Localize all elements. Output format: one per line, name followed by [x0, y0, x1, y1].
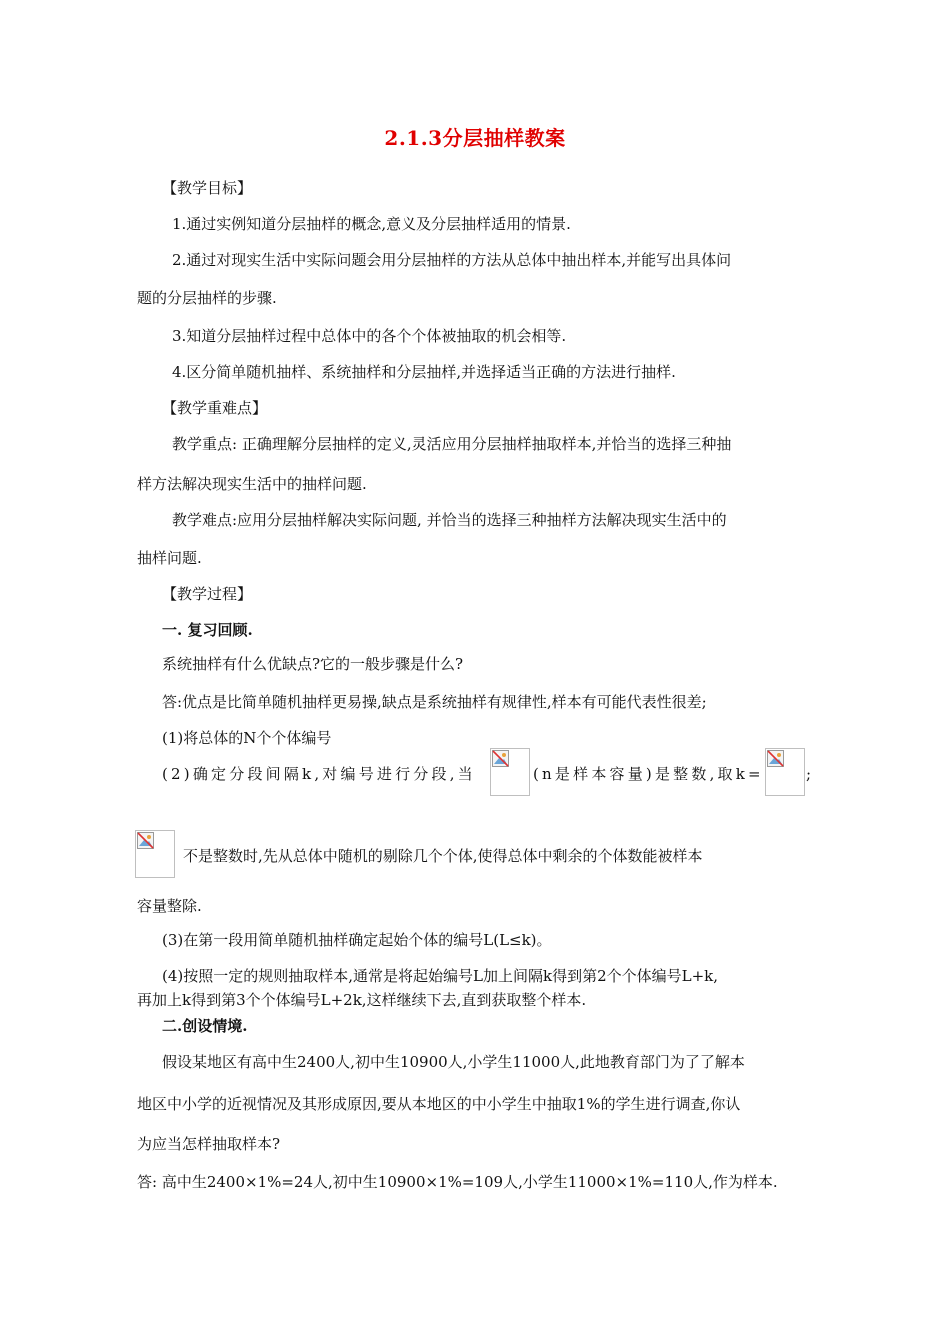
formula-image-placeholder	[490, 748, 530, 796]
broken-image-icon	[492, 750, 509, 767]
formula-image-placeholder	[135, 830, 175, 878]
goal-line-3: 3.知道分层抽样过程中总体中的各个个体被抽取的机会相等.	[172, 327, 567, 345]
key-point-1-cont: 样方法解决现实生活中的抽样问题.	[137, 475, 367, 493]
step-4-line-1: (4)按照一定的规则抽取样本,通常是将起始编号L加上间隔k得到第2个个体编号L+k,	[162, 967, 718, 985]
step-2-part-c: ;	[806, 765, 812, 783]
goal-line-2-cont: 题的分层抽样的步骤.	[137, 289, 277, 307]
key-header: 【教学重难点】	[162, 399, 268, 417]
goal-line-4: 4.区分简单随机抽样、系统抽样和分层抽样,并选择适当正确的方法进行抽样.	[172, 363, 676, 381]
step-2-part-d: 不是整数时,先从总体中随机的剔除几个个体,使得总体中剩余的个体数能被样本	[183, 847, 703, 865]
formula-image-placeholder	[765, 748, 805, 796]
key-point-1: 教学重点: 正确理解分层抽样的定义,灵活应用分层抽样抽取样本,并恰当的选择三种抽	[172, 435, 732, 453]
key-point-2-cont: 抽样问题.	[137, 549, 202, 567]
step-2-part-b: (n是样本容量)是整数,取k=	[533, 765, 764, 783]
part1-answer: 答:优点是比简单随机抽样更易操,缺点是系统抽样有规律性,样本有可能代表性很差;	[162, 693, 707, 711]
goals-header: 【教学目标】	[162, 179, 253, 197]
part1-title: 一. 复习回顾.	[162, 621, 253, 639]
step-1: (1)将总体的N个个体编号	[162, 729, 332, 747]
document-title: 2.1.3分层抽样教案	[384, 126, 566, 150]
part2-title: 二.创设情境.	[162, 1017, 248, 1035]
step-3: (3)在第一段用简单随机抽样确定起始个体的编号L(L≤k)。	[162, 931, 552, 949]
step-2-part-e: 容量整除.	[137, 897, 202, 915]
part2-line-1: 假设某地区有高中生2400人,初中生10900人,小学生11000人,此地教育部门为了了解本	[162, 1053, 745, 1071]
part2-line-3: 为应当怎样抽取样本?	[137, 1135, 281, 1153]
broken-image-icon	[767, 750, 784, 767]
step-4-line-2: 再加上k得到第3个个体编号L+2k,这样继续下去,直到获取整个样本.	[137, 991, 587, 1009]
part1-question: 系统抽样有什么优缺点?它的一般步骤是什么?	[162, 655, 464, 673]
process-header: 【教学过程】	[162, 585, 253, 603]
key-point-2: 教学难点:应用分层抽样解决实际问题, 并恰当的选择三种抽样方法解决现实生活中的	[172, 511, 727, 529]
goal-line-1: 1.通过实例知道分层抽样的概念,意义及分层抽样适用的情景.	[172, 215, 571, 233]
part2-line-2: 地区中小学的近视情况及其形成原因,要从本地区的中小学生中抽取1%的学生进行调查,你认	[137, 1095, 741, 1113]
part2-answer: 答: 高中生2400×1%=24人,初中生10900×1%=109人,小学生11000×1%=110人,作为样本.	[137, 1173, 778, 1191]
step-2-part-a: (2)确定分段间隔k,对编号进行分段,当	[162, 765, 476, 783]
goal-line-2: 2.通过对现实生活中实际问题会用分层抽样的方法从总体中抽出样本,并能写出具体问	[172, 251, 732, 269]
broken-image-icon	[137, 832, 154, 849]
